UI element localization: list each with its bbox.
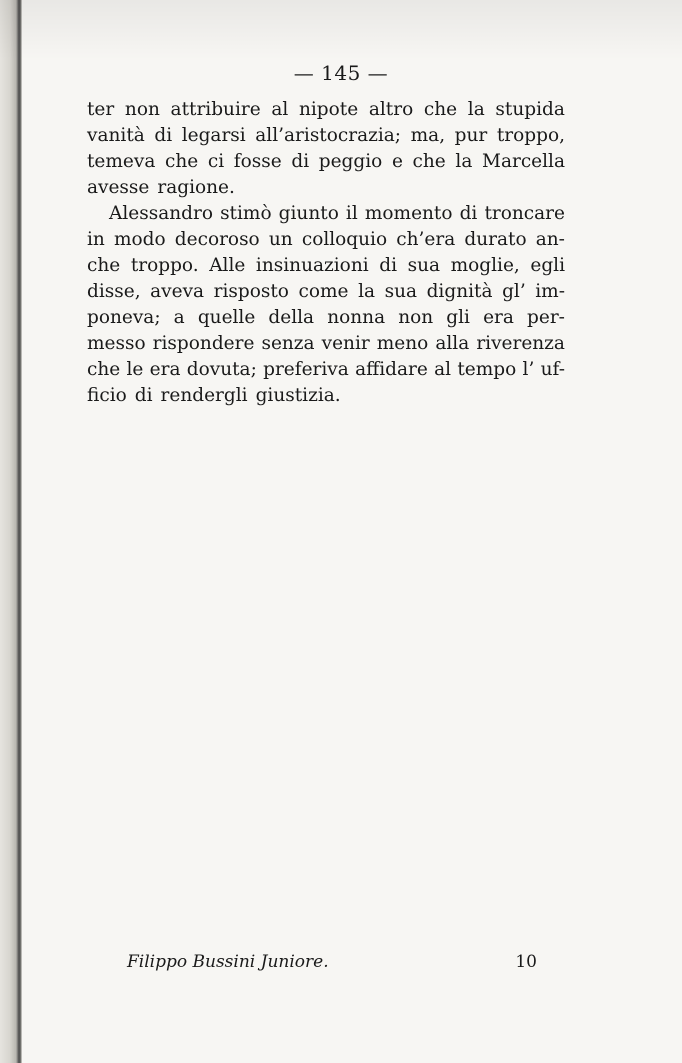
word: egli <box>530 255 565 276</box>
word: peggio <box>318 151 383 172</box>
signature-number: 10 <box>515 952 537 972</box>
word: moglie, <box>450 255 520 276</box>
word: era <box>483 307 514 328</box>
word: tempo <box>457 359 517 380</box>
word: nipote <box>298 99 359 120</box>
body-text <box>87 97 565 409</box>
word: stimò <box>220 203 272 224</box>
word: gl’ <box>502 281 526 302</box>
word: im- <box>535 281 565 302</box>
word: disse, <box>87 281 141 302</box>
word: di <box>291 151 310 172</box>
word: quelle <box>197 307 256 328</box>
paragraph-1 <box>87 97 565 201</box>
word: stupida <box>495 99 565 120</box>
text-line <box>87 97 565 123</box>
word: della <box>268 307 315 328</box>
word: legarsi <box>181 125 246 146</box>
word: non <box>124 99 160 120</box>
word: Alle <box>209 255 246 276</box>
word: an- <box>535 229 565 250</box>
word: attribuire <box>170 99 261 120</box>
word: le <box>126 359 144 380</box>
word: come <box>298 281 349 302</box>
text-line <box>87 253 565 279</box>
text-line <box>87 201 565 227</box>
word: temeva <box>87 151 156 172</box>
text-line <box>87 305 565 331</box>
binding-edge <box>0 0 22 1063</box>
word: ch’era <box>396 229 456 250</box>
word: al <box>434 359 452 380</box>
word: il <box>345 203 358 224</box>
word: durato <box>464 229 527 250</box>
word: alla <box>435 333 470 354</box>
word: per- <box>527 307 565 328</box>
word: in <box>87 229 105 250</box>
word: vanità <box>87 125 145 146</box>
word: di <box>379 255 397 276</box>
word: ficio <box>87 385 127 406</box>
word: poneva; <box>87 307 161 328</box>
word: di <box>459 203 478 224</box>
text-line <box>87 383 565 409</box>
word: dovuta; <box>186 359 257 380</box>
word: giunto <box>278 203 339 224</box>
paragraph-2 <box>87 201 565 409</box>
page-footer <box>127 952 537 972</box>
text-line <box>87 331 565 357</box>
word: insinuazioni <box>255 255 369 276</box>
word: altro <box>368 99 414 120</box>
word: Marcella <box>482 151 565 172</box>
word: che <box>165 151 199 172</box>
word: decoroso <box>174 229 260 250</box>
word: troncare <box>484 203 565 224</box>
word: messo <box>87 333 146 354</box>
word: fosse <box>233 151 282 172</box>
word: ragione. <box>157 177 235 198</box>
word: non <box>398 307 434 328</box>
word: risposto <box>213 281 289 302</box>
text-line <box>87 227 565 253</box>
word: nonna <box>327 307 386 328</box>
word: che <box>87 359 121 380</box>
word: dignità <box>426 281 493 302</box>
text-line <box>87 123 565 149</box>
word: l’ <box>522 359 535 380</box>
word: era <box>149 359 181 380</box>
word: la <box>467 99 485 120</box>
word: che <box>87 255 121 276</box>
word: venir <box>321 333 370 354</box>
word: preferiva <box>263 359 349 380</box>
word: sua <box>384 281 418 302</box>
word: la <box>455 151 473 172</box>
word: troppo. <box>130 255 199 276</box>
text-line <box>87 149 565 175</box>
word: di <box>134 385 153 406</box>
word: ci <box>207 151 225 172</box>
word: che <box>423 99 458 120</box>
page-shading <box>0 0 682 60</box>
word: la <box>358 281 376 302</box>
word: all’aristocrazia; <box>255 125 402 146</box>
word: che <box>412 151 446 172</box>
word: giustizia. <box>255 385 341 406</box>
word: gli <box>446 307 470 328</box>
word: Alessandro <box>109 203 213 224</box>
text-line <box>87 357 565 383</box>
signature-mark: Filippo Bussini Juniore. <box>127 952 329 972</box>
word: troppo, <box>496 125 565 146</box>
text-line <box>87 279 565 305</box>
word: aveva <box>150 281 205 302</box>
word: a <box>173 307 185 328</box>
word: meno <box>376 333 429 354</box>
word: ter <box>87 99 115 120</box>
word: e <box>391 151 403 172</box>
word: sua <box>407 255 441 276</box>
word: avesse <box>87 177 150 198</box>
word: colloquio <box>301 229 388 250</box>
word: senza <box>261 333 315 354</box>
word: di <box>154 125 173 146</box>
word: rendergli <box>160 385 248 406</box>
word: riverenza <box>476 333 565 354</box>
word: ma, <box>410 125 446 146</box>
word: pur <box>454 125 488 146</box>
page-number: — 145 — <box>293 61 389 85</box>
word: rispondere <box>152 333 255 354</box>
word: un <box>268 229 293 250</box>
word: affidare <box>355 359 428 380</box>
text-line <box>87 175 565 201</box>
word: uf- <box>540 359 565 380</box>
word: modo <box>113 229 166 250</box>
word: al <box>271 99 289 120</box>
word: momento <box>364 203 453 224</box>
